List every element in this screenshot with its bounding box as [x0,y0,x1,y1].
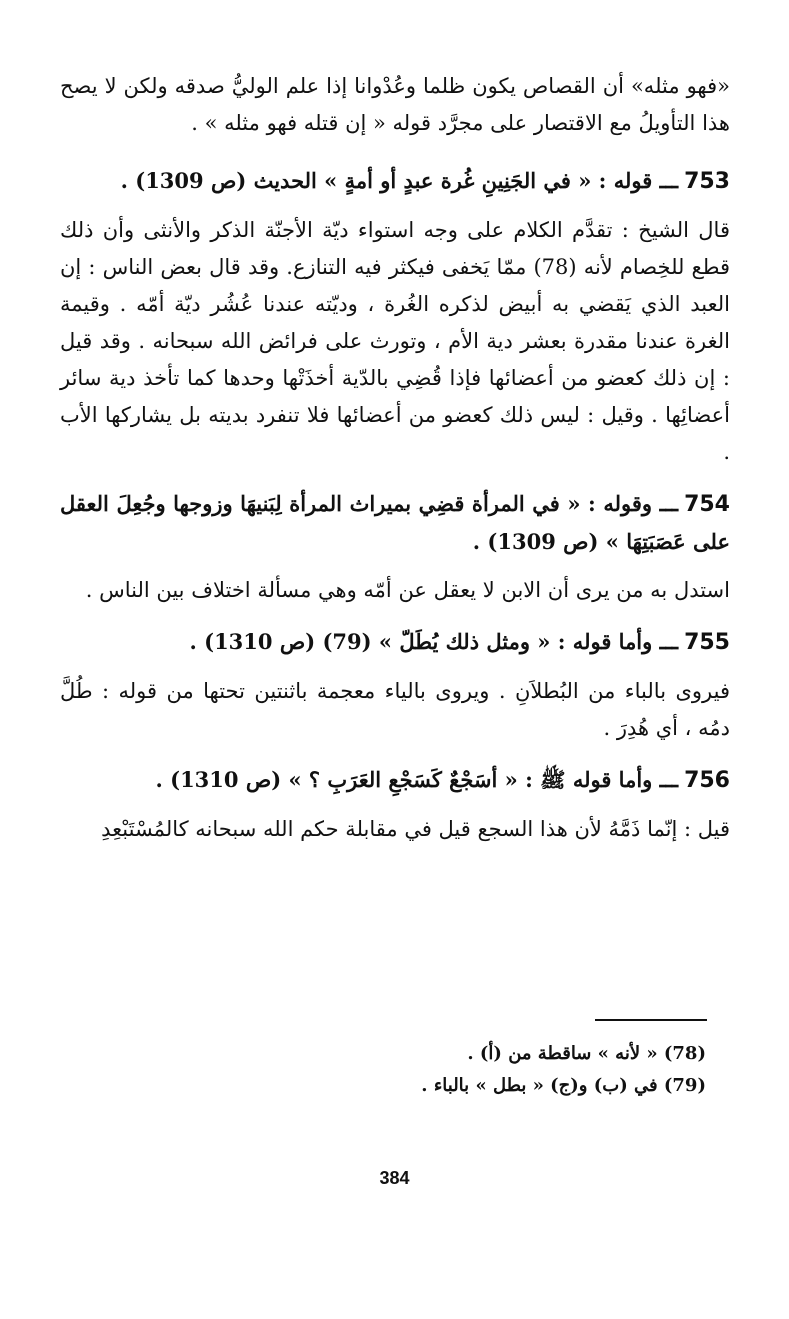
entry-heading [60,623,730,661]
entry-heading-text: ـــ وأما قوله ﷺ : « أسَجْعٌ كَسَجْعِ العَرَبِ ؟ » (ص 1310) . [155,767,679,792]
entry-commentary: قيل : إنّما ذَمَّهُ لأن هذا السجع قيل في مقابلة حكم الله سبحانه كالمُسْتَبْعِدِ [101,817,730,841]
entry-heading [60,761,730,799]
entry-heading-text: ـــ وأما قوله : « ومثل ذلك يُطَلّ » (79) (ص 1310) . [189,629,679,654]
entry-heading-text: ـــ قوله : « في الجَنِينِ غُرة عبدٍ أو أمةٍ » الحديث (ص 1309) . [120,168,679,193]
footnotes [60,1038,708,1102]
entry-heading [60,162,730,200]
entry-heading-text: ـــ وقوله : « في المرأة قضِي بميراث المرأة لِبَنيهَا وزوجها وجُعِلَ العقل على عَصَبَتِهَا » (ص 1309) . [60,491,730,554]
entry-756 [60,761,730,848]
page-number: 384 [379,1168,410,1188]
entry-number: 753 [684,169,730,194]
entry-commentary: فيروى بالباء من البُطلاَنِ . ويروى بالياء معجمة باثنتين تحتها من قوله : طُلَّ دمُه ، أي هُدِرَ . [60,679,730,740]
footnote-divider [595,1019,707,1021]
intro-paragraph: «فهو مثله» أن القصاص يكون ظلما وعُدْوانا إذا علم الوليُّ صدقه ولكن لا يصح هذا التأويلُ مع الاقتصار على مجرَّد قوله « إن قتله فهو مثله » . [60,74,730,135]
entry-755 [60,623,730,747]
entry-number: 754 [684,492,730,517]
entry-753 [60,162,730,471]
entry-number: 755 [684,630,730,655]
entry-commentary: قال الشيخ : تقدَّم الكلام على وجه استواء ديّة الأجنّة الذكر والأنثى وأن ذلك قطع للخِصام لأنه (78) ممّا يَخفى فيكثر فيه التنازع. وقد قال بعض الناس : إن العبد الذي يَقضي به أبيض لذكره الغُرة ، وديّته عندنا عُشُر ديّة أمّه . وقيمة الغرة عندنا مقدرة بعشر دية الأم ، وتورث على فرائض الله سبحانه . وقد قيل : إن ذلك كعضو من أعضائها فإذا قُضِي بالدّية أخذَتْها وحدها كما تأخذ دية سائر أعضائِها . وقيل : ليس ذلك كعضو من أعضائها فلا تنفرد بديته بل يشاركها الأب . [60,218,730,464]
page-body [60,68,730,862]
entry-754 [60,485,730,609]
entry-commentary: استدل به من يرى أن الابن لا يعقل عن أمّه وهي مسألة اختلاف بين الناس . [85,578,730,602]
entry-heading [60,485,730,560]
footnote-79: (79) في (ب) و(ج) « بطل » بالباء . [421,1075,706,1096]
entry-number: 756 [684,768,730,793]
footnote-78: (78) « لأنه » ساقطة من (أ) . [467,1043,706,1064]
